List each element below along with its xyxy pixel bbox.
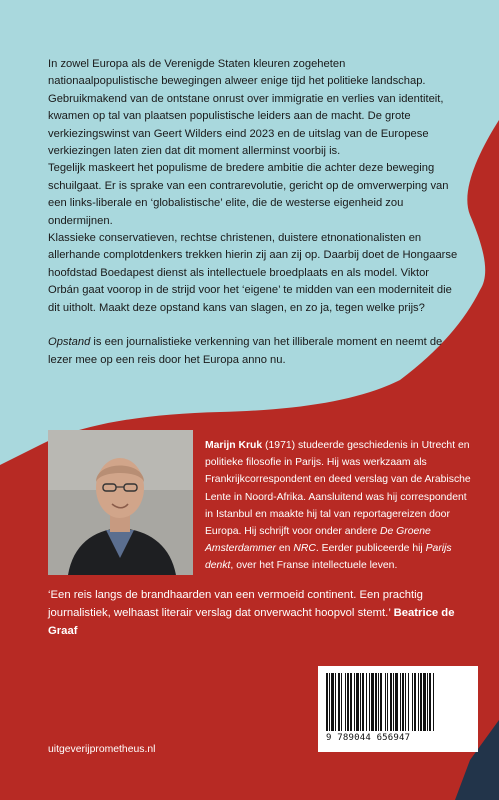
author-bio-text-2: en (276, 543, 294, 555)
author-name: Marijn Kruk (205, 440, 263, 451)
blurb-closing-text: is een journalistieke verkenning van het illiberale moment en neemt de lezer mee op een reis door het Europa anno nu. (48, 336, 443, 366)
barcode-bar (420, 673, 422, 731)
barcode-bar (375, 673, 377, 731)
publication-2: NRC (293, 543, 316, 555)
barcode-bar (429, 673, 431, 731)
barcode-bar (393, 673, 394, 731)
isbn-barcode (318, 666, 478, 752)
barcode-bar (395, 673, 398, 731)
barcode-bars (326, 673, 470, 731)
quote-text: ‘Een reis langs de brandhaarden van een vermoeid continent. Een prachtig journalistiek, welhaast literair verslag dat onverwacht hoopvol stemt.’ (48, 589, 423, 619)
barcode-bar (433, 673, 434, 731)
barcode-bar (408, 673, 409, 731)
publication-1: De Groene Amsterdammer (205, 526, 431, 555)
blurb-closing (48, 334, 458, 369)
barcode-bar (329, 673, 330, 731)
barcode-bar (341, 673, 342, 731)
barcode-bar (356, 673, 359, 731)
barcode-bar (362, 673, 364, 731)
barcode-bar (354, 673, 355, 731)
barcode-bar (350, 673, 352, 731)
barcode-bar (360, 673, 361, 731)
barcode-bar (427, 673, 428, 731)
barcode-bar (387, 673, 388, 731)
barcode-bar (366, 673, 367, 731)
publisher-url[interactable]: uitgeverijprometheus.nl (48, 744, 156, 755)
previous-book-title: Parijs denkt (205, 543, 452, 572)
barcode-bar (345, 673, 346, 731)
isbn-number: 9 789044 656947 (326, 733, 411, 743)
author-bio-text-1: (1971) studeerde geschiedenis in Utrecht en politieke filosofie in Parijs. Hij was werkzaam als Frankrijkcorrespondent en deed verslag van de Arabische Lente in Noord-Afrika. Aansluitend was hij correspondent in Istanbul en maakte hij tal van reportagereizen door Europa. Hij schrijft voor onder andere (205, 440, 471, 538)
barcode-bar (405, 673, 406, 731)
author-bio-text-4: , over het Franse intellectuele leven. (230, 560, 398, 572)
author-photo (48, 430, 193, 575)
barcode-bar (412, 673, 413, 731)
barcode-bar (369, 673, 370, 731)
book-title: Opstand (48, 336, 91, 349)
barcode-bar (385, 673, 386, 731)
barcode-bar (418, 673, 419, 731)
barcode-bar (371, 673, 374, 731)
blurb-paragraph-2: Tegelijk maskeert het populisme de bredere ambitie die achter deze beweging schuilgaat. Er is sprake van een contrarevolutie, gericht op de omverwerping van een links-liberale en ‘globalistische’ elite, die de westerse eigenheid zou ondermijnen. (48, 162, 449, 227)
author-bio-text-3: . Eerder publiceerde hij (315, 543, 426, 555)
author-bio (205, 437, 471, 575)
quote-attribution: Beatrice de Graaf (48, 607, 455, 637)
barcode-bar (390, 673, 392, 731)
barcode-bar (378, 673, 379, 731)
barcode-bar (400, 673, 401, 731)
barcode-bar (338, 673, 340, 731)
barcode-bar (402, 673, 404, 731)
barcode-bar (423, 673, 426, 731)
blurb-text (48, 56, 458, 369)
barcode-bar (414, 673, 416, 731)
barcode-bar (380, 673, 382, 731)
review-quote (48, 586, 468, 640)
barcode-bar (331, 673, 334, 731)
blurb-paragraph-1: In zowel Europa als de Verenigde Staten kleuren zogeheten nationaalpopulistische bewegingen alweer enige tijd het politieke landschap. Gebruikmakend van de ontstane onrust over immigratie en verlies van identiteit, kwamen op tal van plaatsen populistische leiders aan de macht. De grote verkiezingswinst van Geert Wilders eind 2023 en de uitslag van de Europese verkiezingen laten zien dat dit moment allerminst voorbij is. (48, 58, 444, 158)
barcode-bar (347, 673, 349, 731)
barcode-bar (326, 673, 328, 731)
barcode-bar (335, 673, 336, 731)
blurb-paragraph-3: Klassieke conservatieven, rechtse christenen, duistere etnonationalisten en allerhande complotdenkers trekken hierin zij aan zij op. Daarbij doet de Hongaarse hoofdstad Boedapest dienst als intellectuele broedplaats en als model. Viktor Orbán gaat voorop in de strijd voor het ‘eigene’ te midden van een moderniteit die dit uitholt. Maakt deze opstand kans van slagen, en zo ja, tegen welke prijs? (48, 232, 458, 314)
